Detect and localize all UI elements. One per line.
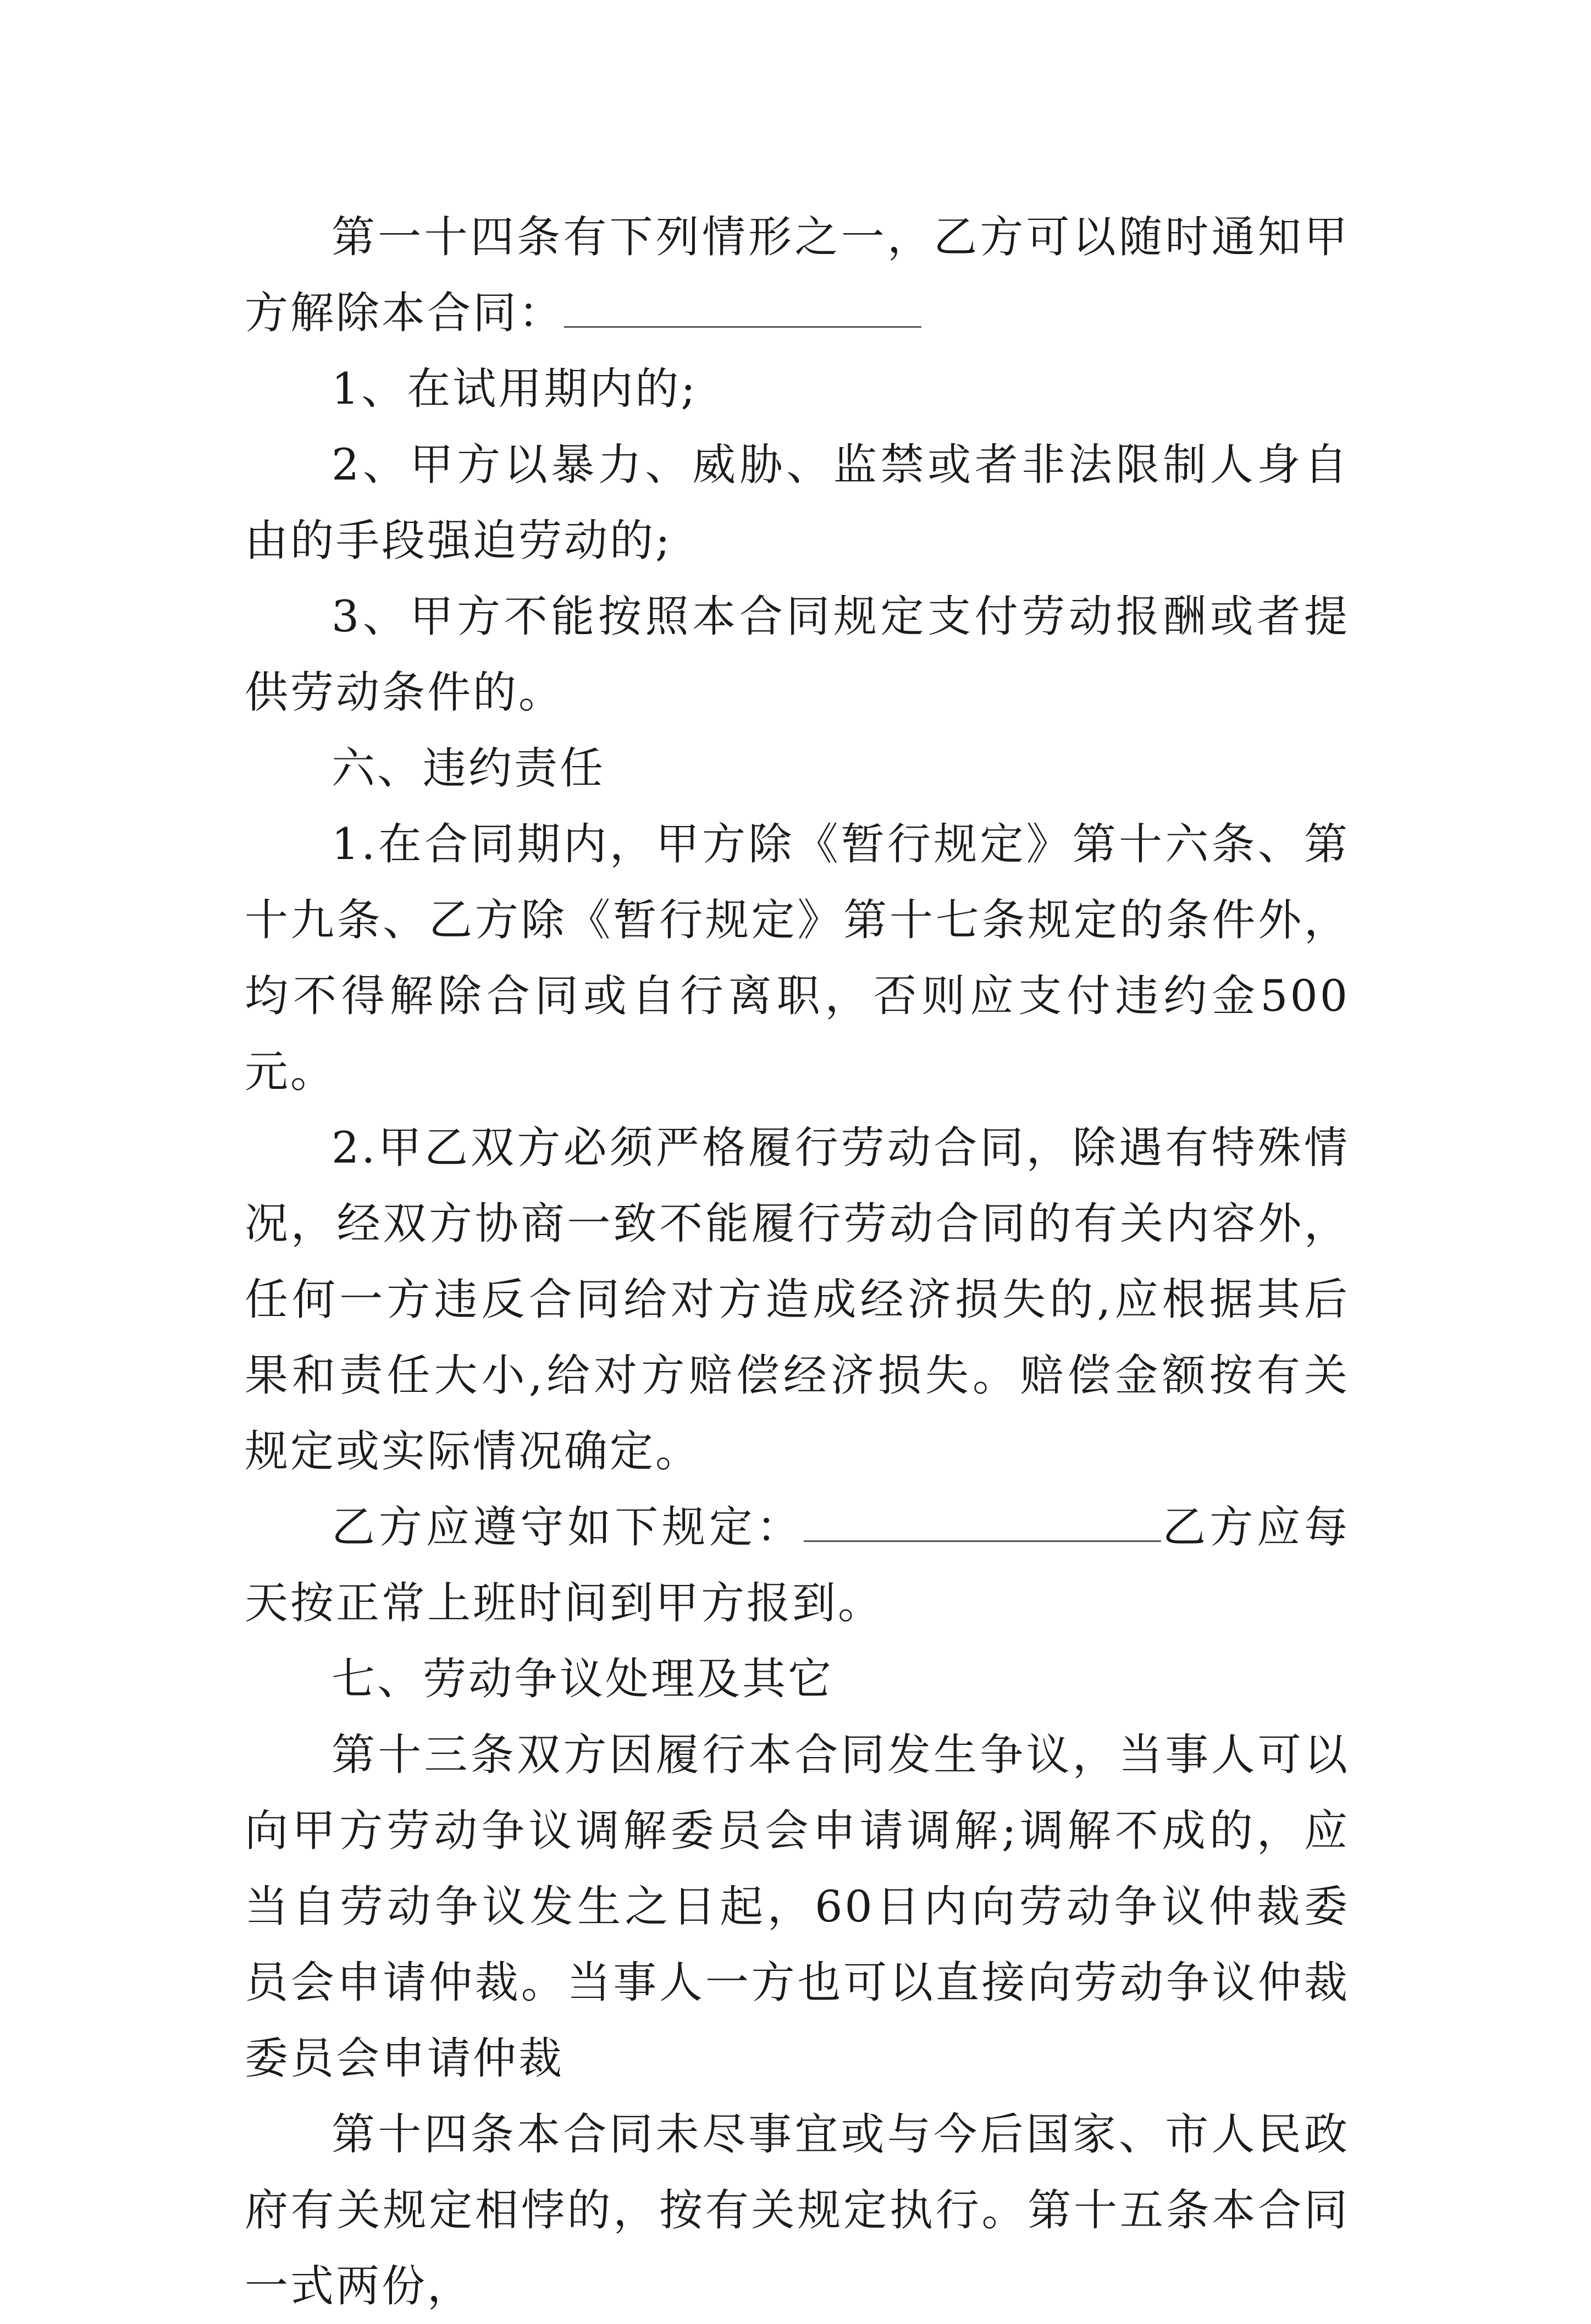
paragraph-liability-1: 1.在合同期内，甲方除《暂行规定》第十六条、第十九条、乙方除《暂行规定》第十七条规定的条件外，均不得解除合同或自行离职，否则应支付违约金500元。 [245,819,1350,1097]
paragraph-text: 第一十四条有下列情形之一，乙方可以随时通知甲方解除本合同： [245,212,1350,338]
fill-in-blank [804,1507,1161,1542]
document-body [245,199,1350,2324]
paragraph-item-2: 2、甲方以暴力、威胁、监禁或者非法限制人身自由的手段强迫劳动的; [245,439,1350,566]
paragraph-liability-2: 2.甲乙双方必须严格履行劳动合同，除遇有特殊情况，经双方协商一致不能履行劳动合同的有关内容外，任何一方违反合同给对方造成经济损失的,应根据其后果和责任大小,给对方赔偿经济损失。赔偿金额按有关规定或实际情况确定。 [245,1122,1350,1477]
paragraph-party-b-rules [245,1489,1350,1641]
paragraph-item-3: 3、甲方不能按照本合同规定支付劳动报酬或者提供劳动条件的。 [245,591,1350,718]
paragraph-article-13: 第十三条双方因履行本合同发生争议，当事人可以向甲方劳动争议调解委员会申请调解;调解不成的，应当自劳动争议发生之日起，60日内向劳动争议仲裁委员会申请仲裁。当事人一方也可以直接向劳动争议仲裁委员会申请仲裁 [245,1730,1350,2084]
paragraph-item-1: 1、在试用期内的; [332,364,698,414]
section-heading-liability: 六、违约责任 [332,743,605,794]
section-heading-disputes: 七、劳动争议处理及其它 [332,1654,833,1704]
paragraph-article-14-termination [245,199,1350,351]
fill-in-blank [564,293,921,328]
paragraph-text: 乙方应遵守如下规定： [332,1502,804,1552]
paragraph-text: 乙方应每天按正常上班时间到甲方报到。 [245,1502,1350,1628]
paragraph-article-14-15: 第十四条本合同未尽事宜或与今后国家、市人民政府有关规定相悖的，按有关规定执行。第十五条本合同一式两份， [245,2109,1350,2311]
